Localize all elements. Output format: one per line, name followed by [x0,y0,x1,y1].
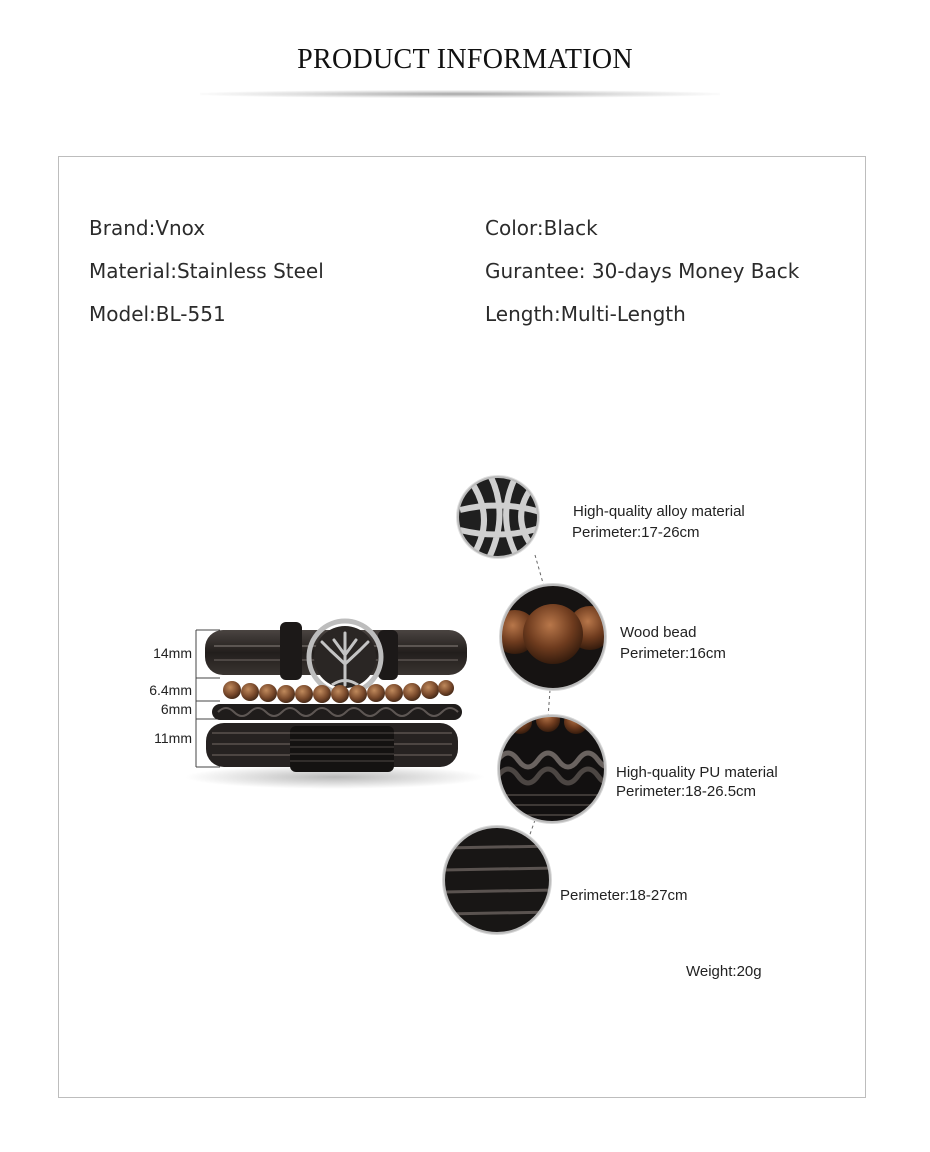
detail-cord-perimeter: Perimeter:18-27cm [560,887,688,904]
dimension-label-6-4mm: 6.4mm [149,682,192,698]
weight-label: Weight:20g [686,963,762,980]
dimension-label-6mm: 6mm [160,701,192,717]
spec-model: Model:BL-551 [89,302,226,326]
spec-color: Color:Black [485,216,598,240]
braided-band [212,704,462,720]
detail-circle-cord [442,825,554,937]
dimension-label-11mm: 11mm [154,730,192,746]
spec-material: Material:Stainless Steel [89,259,324,283]
spec-brand: Brand:Vnox [89,216,206,240]
detail-pu-perimeter: Perimeter:18-26.5cm [616,783,757,800]
detail-circle-alloy [456,475,540,562]
page-title: PRODUCT INFORMATION [297,44,633,75]
detail-wood-perimeter: Perimeter:16cm [620,645,726,662]
detail-wood-label: Wood bead [620,624,697,641]
spec-length: Length:Multi-Length [485,302,686,326]
detail-pu-label: High-quality PU material [616,764,778,781]
spec-guarantee: Gurantee: 30-days Money Back [485,259,800,283]
detail-circle-wood-bead [493,583,612,691]
cord-band [206,723,458,772]
tree-of-life-charm [309,621,381,693]
detail-alloy-perimeter: Perimeter:17-26cm [572,524,700,541]
detail-alloy-label: High-quality alloy material [573,503,745,520]
detail-circle-pu-material [497,708,618,824]
dimension-label-14mm: 14mm [153,645,192,661]
